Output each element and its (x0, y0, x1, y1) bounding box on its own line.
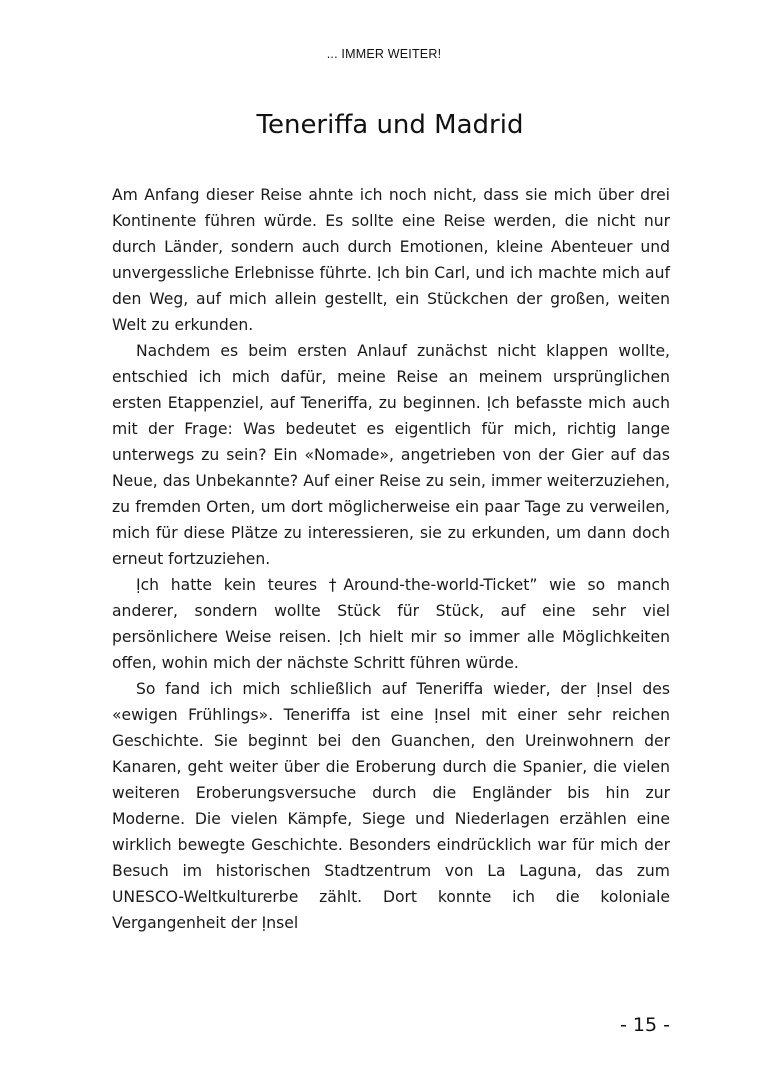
chapter-title: Teneriffa und Madrid (256, 110, 524, 140)
paragraph: Am Anfang dieser Reise ahnte ich noch nicht, dass sie mich über drei Kontinente führen würde. Es sollte eine Reise werden, die nicht nur durch Länder, sondern auch durch Emotionen, kleine Abenteuer und unvergessliche Erlebnisse führte. Ịch bin Carl, und ich machte mich auf den Weg, auf mich allein gestellt, ein Stückchen der großen, weiten Welt zu erkunden. (112, 186, 670, 334)
page-number: - 15 - (620, 1014, 670, 1036)
body-text (112, 182, 670, 936)
paragraph: So fand ich mich schließlich auf Teneriffa wieder, der Ịnsel des «ewigen Frühlings». Teneriffa ist eine Ịnsel mit einer sehr reichen Geschichte. Sie beginnt bei den Guanchen, den Ureinwohnern der Kanaren, geht weiter über die Eroberung durch die Spanier, die vielen weiteren Eroberungsversuche durch die Engländer bis hin zur Moderne. Die vielen Kämpfe, Siege und Niederlagen erzählen eine wirklich bewegte Geschichte. Besonders eindrücklich war für mich der Besuch im historischen Stadtzentrum von La Laguna, das zum UNESCO-Weltkulturerbe zählt. Dort konnte ich die koloniale Vergangenheit der Ịnsel (112, 680, 670, 932)
running-head: ... IMMER WEITER! (326, 47, 442, 61)
paragraph: Nachdem es beim ersten Anlauf zunächst nicht klappen wollte, entschied ich mich dafür, meine Reise an meinem ursprünglichen ersten Etappenziel, auf Teneriffa, zu beginnen. Ịch befasste mich auch mit der Frage: Was bedeutet es eigentlich für mich, richtig lange unterwegs zu sein? Ein «Nomade», angetrieben von der Gier auf das Neue, das Unbekannte? Auf einer Reise zu sein, immer weiterzuziehen, zu fremden Orten, um dort möglicherweise ein paar Tage zu verweilen, mich für diese Plätze zu interessieren, sie zu erkunden, um dann doch erneut fortzuziehen. (112, 342, 670, 568)
paragraph: Ịch hatte kein teures †Around-the-world-Ticket” wie so manch anderer, sondern wollte Stück für Stück, auf eine sehr viel persönlichere Weise reisen. Ịch hielt mir so immer alle Möglichkeiten offen, wohin mich der nächste Schritt führen würde. (112, 576, 670, 672)
